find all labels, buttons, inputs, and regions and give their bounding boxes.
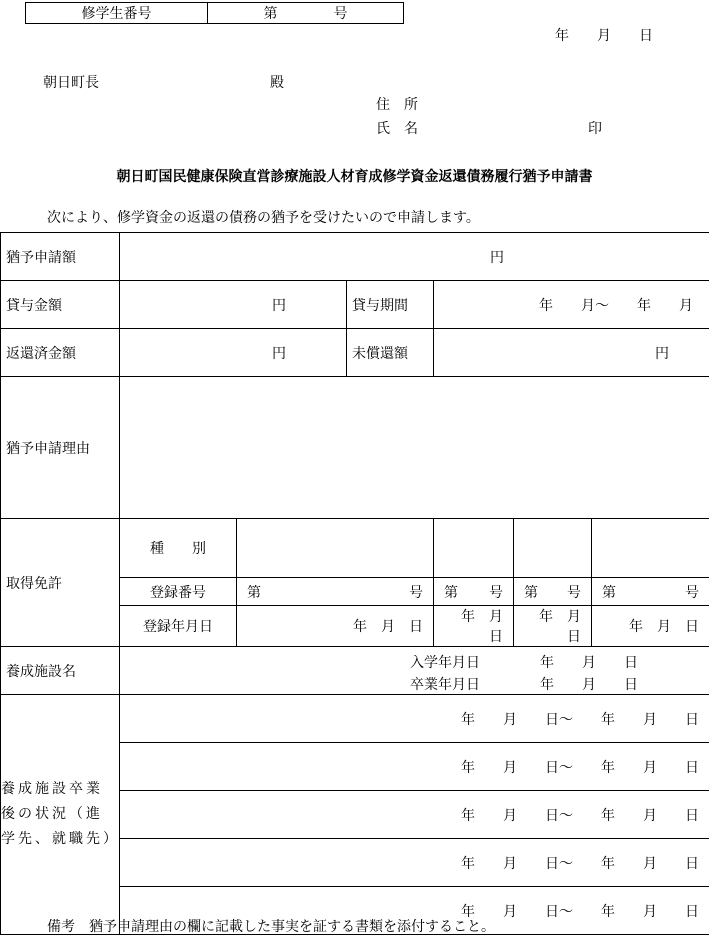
deferral-amount-field[interactable]	[120, 233, 709, 281]
unpaid-amount-label: 未償還額	[347, 329, 434, 377]
student-number-label: 修学生番号	[26, 3, 208, 24]
reg-date-field-2[interactable]: 年 月 日	[434, 606, 514, 647]
loan-period-label: 貸与期間	[347, 281, 434, 329]
applicant-address-label: 住 所	[376, 97, 418, 113]
deferral-amount-label: 猶予申請額	[1, 233, 120, 281]
reg-date-field-3[interactable]: 年 月 日	[514, 606, 592, 647]
reg-no-field-2[interactable]	[434, 578, 514, 606]
row-status-1	[1, 695, 709, 743]
footnote: 備考 猶予申請理由の欄に記載した事実を証する書類を添付すること。	[47, 919, 495, 935]
facility-label: 養成施設名	[1, 647, 120, 695]
reg-no-last-3: 号	[567, 584, 581, 601]
unpaid-amount-field[interactable]	[434, 329, 709, 377]
reason-field[interactable]	[120, 377, 709, 519]
row-license-type	[1, 519, 709, 578]
student-number-box	[25, 2, 404, 24]
repaid-amount-label: 返還済金額	[1, 329, 120, 377]
deferral-amount-unit: 円	[490, 249, 504, 266]
license-type-field-4[interactable]	[592, 519, 709, 578]
reg-no-last-4: 号	[685, 584, 699, 601]
addressee-honorific: 殿	[270, 75, 284, 91]
status-period-field-1[interactable]: 年 月 日～ 年 月 日	[120, 695, 709, 743]
reg-date-field-1[interactable]: 年 月 日	[237, 606, 434, 647]
reg-no-last-1: 号	[409, 584, 423, 601]
license-type-field-3[interactable]	[514, 519, 592, 578]
graduation-date-label: 卒業年月日	[410, 677, 480, 693]
loan-amount-unit: 円	[272, 297, 286, 314]
row-loan	[1, 281, 709, 329]
row-facility	[1, 647, 709, 695]
row-repaid	[1, 329, 709, 377]
row-deferral-amount	[1, 233, 709, 281]
admission-date-label: 入学年月日	[410, 655, 480, 671]
loan-period-field[interactable]: 年 月～ 年 月	[434, 281, 709, 329]
reg-no-first-3: 第	[524, 584, 538, 601]
unpaid-amount-unit: 円	[655, 345, 669, 362]
row-reason	[1, 377, 709, 519]
loan-amount-field[interactable]	[120, 281, 347, 329]
student-number-field[interactable]: 第 号	[208, 3, 404, 24]
document-title: 朝日町国民健康保険直営診療施設人材育成修学資金返還債務履行猶予申請書	[116, 169, 593, 185]
repaid-amount-unit: 円	[272, 345, 286, 362]
application-date[interactable]: 年 月 日	[555, 28, 653, 44]
reg-no-last-2: 号	[489, 584, 503, 601]
license-type-label: 種 別	[120, 519, 237, 578]
reg-no-first-2: 第	[444, 584, 458, 601]
license-type-field-1[interactable]	[237, 519, 434, 578]
graduation-date-field[interactable]: 年 月 日	[540, 677, 638, 693]
admission-date-field[interactable]: 年 月 日	[540, 655, 638, 671]
seal-mark: 印	[588, 121, 602, 137]
reg-no-label: 登録番号	[120, 578, 237, 606]
reg-no-first-1: 第	[247, 584, 261, 601]
reg-date-field-4[interactable]: 年 月 日	[592, 606, 709, 647]
facility-field[interactable]	[120, 647, 709, 695]
admission-date-row	[410, 652, 638, 672]
status-period-field-3[interactable]: 年 月 日～ 年 月 日	[120, 791, 709, 839]
license-label: 取得免許	[1, 519, 120, 647]
intro-text: 次により、修学資金の返還の債務の猶予を受けたいので申請します。	[47, 210, 480, 226]
reg-no-field-3[interactable]	[514, 578, 592, 606]
loan-amount-label: 貸与金額	[1, 281, 120, 329]
repaid-amount-field[interactable]	[120, 329, 347, 377]
status-period-field-4[interactable]: 年 月 日～ 年 月 日	[120, 839, 709, 887]
status-period-field-2[interactable]: 年 月 日～ 年 月 日	[120, 743, 709, 791]
reason-label: 猶予申請理由	[1, 377, 120, 519]
applicant-name-label: 氏 名	[376, 121, 418, 137]
reg-no-field-1[interactable]	[237, 578, 434, 606]
application-form	[0, 232, 709, 935]
status-period-field-5[interactable]: 年 月 日～ 年 月 日	[120, 887, 709, 935]
addressee-name: 朝日町長	[43, 75, 99, 91]
reg-no-field-4[interactable]	[592, 578, 709, 606]
reg-date-label: 登録年月日	[120, 606, 237, 647]
graduation-date-row	[410, 674, 638, 694]
post-graduation-status-label: 養成施設卒業後の状況（進学先、就職先）	[1, 695, 120, 935]
reg-no-first-4: 第	[602, 584, 616, 601]
license-type-field-2[interactable]	[434, 519, 514, 578]
